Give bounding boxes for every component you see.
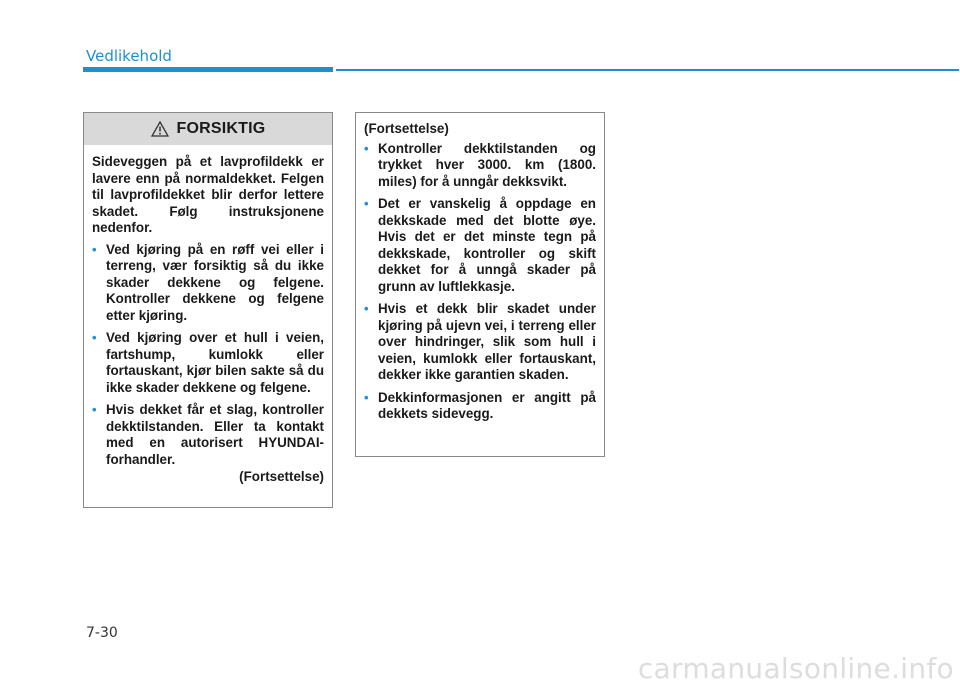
caution-content-continued (356, 113, 604, 423)
bullet-icon: • (92, 330, 97, 345)
list-item: • Dekkinformasjonen er angitt på dekkets sidevegg. (364, 389, 596, 421)
list-item: • Det er vanskelig å oppdage en dekkskade med det blotte øye. Hvis det er det minste tegn på dekkskade, kontroller og skift dekket for å unngå skader på grunn av luftlekkasje. (364, 196, 596, 294)
caution-heading: FORSIKTIG (176, 120, 266, 137)
caution-intro: Sideveggen på et lavprofildekk er lavere enn på normaldekket. Felgen til lavprofildekket blir derfor lettere skadet. Følg instruksjonene nedenfor. (92, 154, 324, 235)
bullet-icon: • (364, 389, 369, 405)
list-item: • Hvis et dekk blir skadet under kjøring på ujevn vei, i terreng eller over hindringer, slik som hull i veien, kumlokk eller fortauskant, dekker ikke garantien skaden. (364, 301, 596, 382)
caution-content (84, 145, 332, 486)
warning-triangle-icon (151, 121, 169, 137)
bullet-icon: • (364, 140, 369, 156)
header-rule-thin (336, 69, 959, 71)
section-title: Vedlikehold (86, 47, 172, 65)
page-number: 7-30 (86, 625, 118, 641)
caution-list-left (92, 242, 324, 469)
list-item: • Ved kjøring på en røff vei eller i terreng, vær forsiktig så du ikke skader dekkene og felgene. Kontroller dekkene og felgene etter kjøring. (92, 241, 324, 323)
header-rule-thick (83, 67, 333, 72)
bullet-icon: • (92, 402, 97, 417)
list-item: • Hvis dekket får et slag, kontroller dekktilstanden. Eller ta kontakt med en autorisert HYUNDAI-forhandler. (92, 402, 324, 467)
list-item: • Ved kjøring over et hull i veien, fartshump, kumlokk eller fortauskant, kjør bilen sakte så du ikke skader dekkene og felgene. (92, 330, 324, 395)
bullet-icon: • (364, 301, 369, 316)
continued-label: (Fortsettelse) (364, 121, 449, 136)
continued-note: (Fortsettelse) (239, 469, 324, 484)
caution-box (83, 112, 333, 508)
bullet-icon: • (92, 241, 97, 257)
list-item: • Kontroller dekktilstanden og trykket hver 3000. km (1800. miles) for å unngår dekksvikt. (364, 140, 596, 189)
caution-list-right (364, 141, 596, 423)
caution-box-continued (355, 112, 605, 457)
watermark: carmanualsonline.info (637, 652, 954, 685)
bullet-icon: • (364, 196, 369, 211)
caution-header (84, 113, 332, 145)
